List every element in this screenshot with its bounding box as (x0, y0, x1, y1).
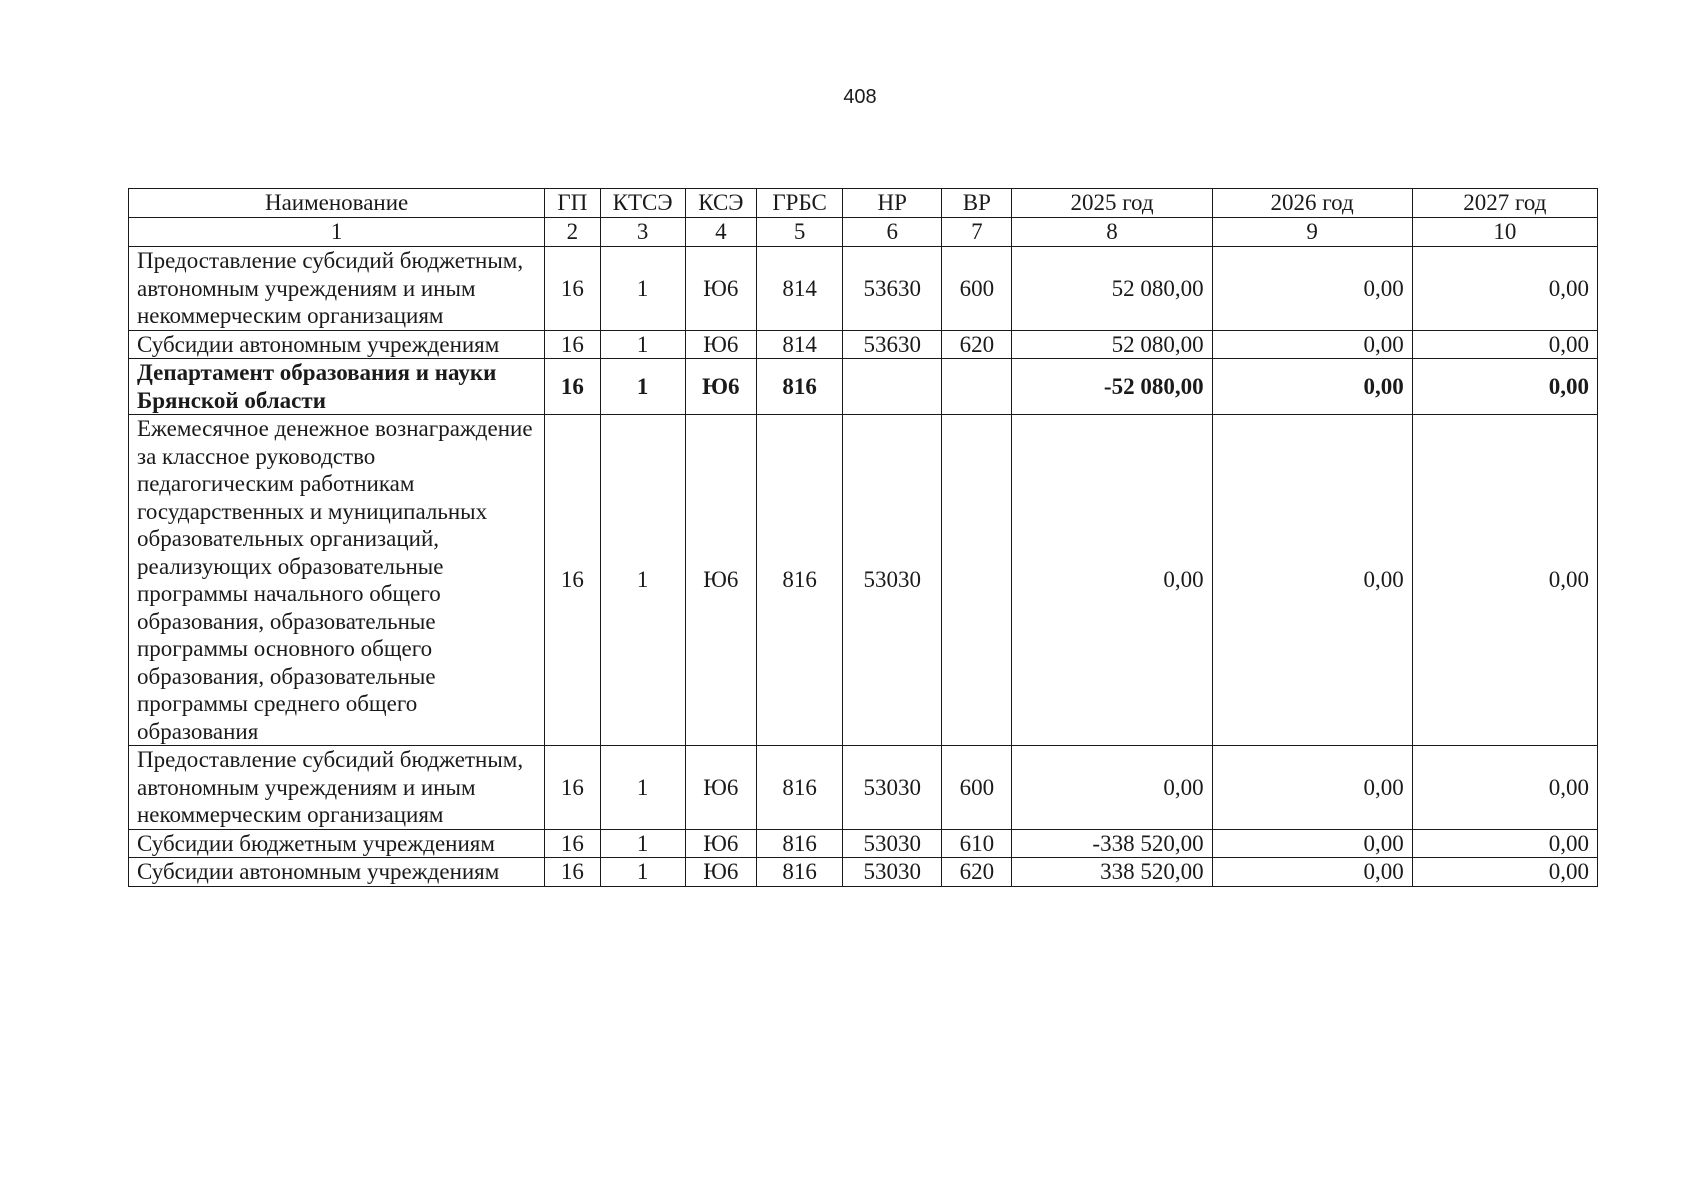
column-number-row (129, 218, 1598, 247)
header-gp: ГП (545, 189, 600, 218)
row-vr: 600 (942, 746, 1012, 830)
table-row (129, 415, 1598, 746)
column-number: 3 (600, 218, 685, 247)
column-number: 1 (129, 218, 545, 247)
row-ktse: 1 (600, 858, 685, 887)
row-nr: 53630 (843, 247, 942, 331)
row-2025: 338 520,00 (1012, 858, 1212, 887)
header-row (129, 189, 1598, 218)
header-ktse: КТСЭ (600, 189, 685, 218)
header-2026: 2026 год (1212, 189, 1412, 218)
row-nr: 53030 (843, 829, 942, 858)
row-nr (843, 359, 942, 415)
row-ktse: 1 (600, 330, 685, 359)
row-2027: 0,00 (1412, 330, 1597, 359)
row-2025: 52 080,00 (1012, 247, 1212, 331)
table-row-department (129, 359, 1598, 415)
row-nr: 53030 (843, 746, 942, 830)
row-vr: 610 (942, 829, 1012, 858)
row-ktse: 1 (600, 829, 685, 858)
row-name: Субсидии автономным учреждениям (129, 330, 545, 359)
page-number: 408 (843, 86, 877, 108)
column-number: 7 (942, 218, 1012, 247)
row-vr: 600 (942, 247, 1012, 331)
table-row (129, 746, 1598, 830)
row-name: Субсидии автономным учреждениям (129, 858, 545, 887)
row-grbs: 816 (757, 746, 843, 830)
row-grbs: 816 (757, 359, 843, 415)
row-gp: 16 (545, 858, 600, 887)
row-2027: 0,00 (1412, 746, 1597, 830)
row-ktse: 1 (600, 746, 685, 830)
row-2026: 0,00 (1212, 330, 1412, 359)
row-vr (942, 415, 1012, 746)
row-2026: 0,00 (1212, 746, 1412, 830)
header-2025: 2025 год (1012, 189, 1212, 218)
row-kse: Ю6 (685, 829, 756, 858)
row-name: Департамент образования и науки Брянской области (129, 359, 545, 415)
row-nr: 53030 (843, 858, 942, 887)
row-name: Предоставление субсидий бюджетным, автономным учреждениям и иным некоммерческим организациям (129, 247, 545, 331)
row-gp: 16 (545, 746, 600, 830)
row-ktse: 1 (600, 247, 685, 331)
row-grbs: 814 (757, 247, 843, 331)
row-grbs: 816 (757, 829, 843, 858)
row-name: Субсидии бюджетным учреждениям (129, 829, 545, 858)
header-vr: ВР (942, 189, 1012, 218)
table-row (129, 247, 1598, 331)
header-kse: КСЭ (685, 189, 756, 218)
row-gp: 16 (545, 359, 600, 415)
row-2026: 0,00 (1212, 829, 1412, 858)
row-gp: 16 (545, 829, 600, 858)
table-row (129, 858, 1598, 887)
column-number: 10 (1412, 218, 1597, 247)
row-grbs: 816 (757, 415, 843, 746)
header-grbs: ГРБС (757, 189, 843, 218)
row-2027: 0,00 (1412, 247, 1597, 331)
row-2025: -52 080,00 (1012, 359, 1212, 415)
row-2027: 0,00 (1412, 829, 1597, 858)
row-kse: Ю6 (685, 330, 756, 359)
column-number: 8 (1012, 218, 1212, 247)
row-gp: 16 (545, 247, 600, 331)
column-number: 6 (843, 218, 942, 247)
table-row (129, 829, 1598, 858)
budget-table (128, 188, 1598, 887)
header-2027: 2027 год (1412, 189, 1597, 218)
row-2027: 0,00 (1412, 858, 1597, 887)
row-2026: 0,00 (1212, 415, 1412, 746)
row-ktse: 1 (600, 359, 685, 415)
row-kse: Ю6 (685, 359, 756, 415)
row-grbs: 816 (757, 858, 843, 887)
row-2025: -338 520,00 (1012, 829, 1212, 858)
row-kse: Ю6 (685, 415, 756, 746)
table-row (129, 330, 1598, 359)
row-2026: 0,00 (1212, 858, 1412, 887)
row-2026: 0,00 (1212, 247, 1412, 331)
row-nr: 53630 (843, 330, 942, 359)
row-ktse: 1 (600, 415, 685, 746)
row-kse: Ю6 (685, 858, 756, 887)
row-2027: 0,00 (1412, 415, 1597, 746)
row-gp: 16 (545, 415, 600, 746)
row-2026: 0,00 (1212, 359, 1412, 415)
row-kse: Ю6 (685, 746, 756, 830)
row-vr (942, 359, 1012, 415)
column-number: 9 (1212, 218, 1412, 247)
row-name: Предоставление субсидий бюджетным, автономным учреждениям и иным некоммерческим организациям (129, 746, 545, 830)
row-gp: 16 (545, 330, 600, 359)
row-vr: 620 (942, 330, 1012, 359)
row-2025: 0,00 (1012, 415, 1212, 746)
row-kse: Ю6 (685, 247, 756, 331)
header-name: Наименование (129, 189, 545, 218)
row-name: Ежемесячное денежное вознаграждение за классное руководство педагогическим работникам государственных и муниципальных образовательных организаций, реализующих образовательные программы начального общего образования, образовательные программы основного общего образования, образовательные программы среднего общего образования (129, 415, 545, 746)
column-number: 2 (545, 218, 600, 247)
row-vr: 620 (942, 858, 1012, 887)
row-2025: 0,00 (1012, 746, 1212, 830)
row-2025: 52 080,00 (1012, 330, 1212, 359)
row-2027: 0,00 (1412, 359, 1597, 415)
row-nr: 53030 (843, 415, 942, 746)
row-grbs: 814 (757, 330, 843, 359)
column-number: 5 (757, 218, 843, 247)
column-number: 4 (685, 218, 756, 247)
header-nr: НР (843, 189, 942, 218)
